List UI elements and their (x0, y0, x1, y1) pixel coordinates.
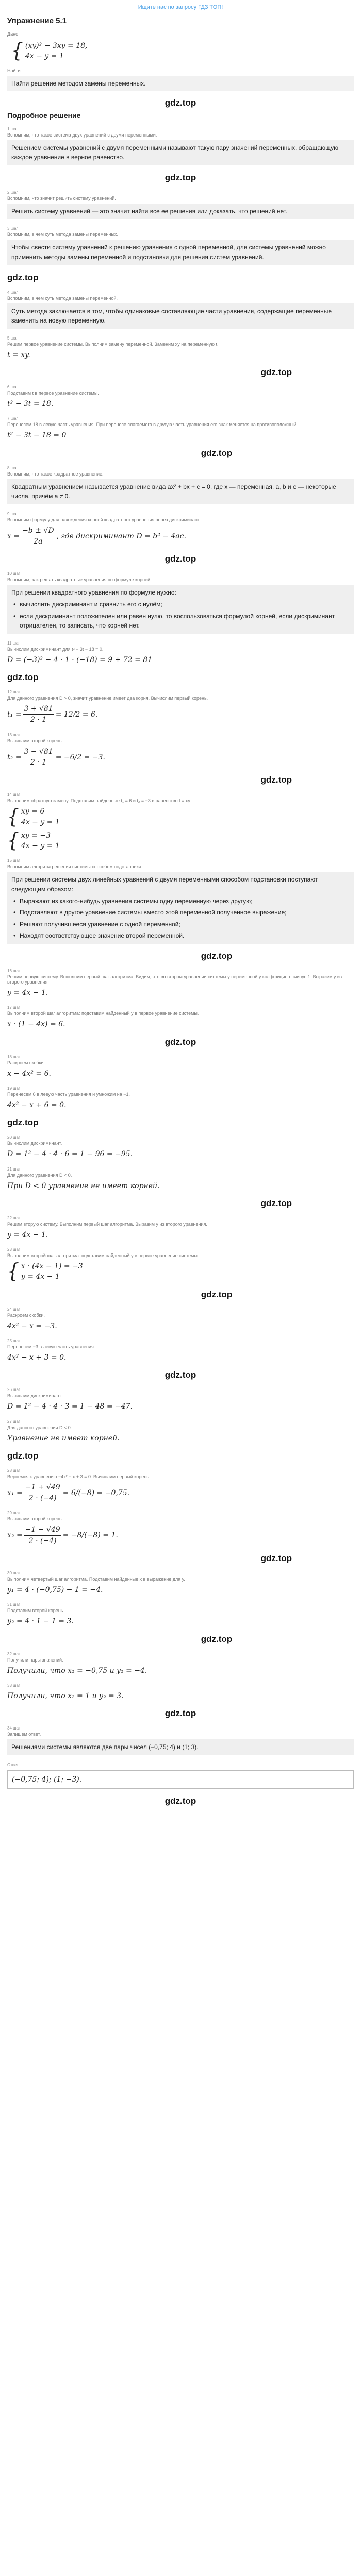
watermark: gdz.top (7, 672, 39, 683)
watermark: gdz.top (165, 554, 196, 564)
step-equation: y₂ = 4 · 1 − 1 = 3. (7, 1617, 74, 1626)
solution-title: Подробное решение (7, 111, 81, 120)
step-label: 32 шаг (7, 1651, 20, 1656)
step-label: 8 шаг (7, 465, 18, 470)
given-label: Дано (7, 31, 19, 37)
step-label: 4 шаг (7, 290, 18, 295)
step-subtitle: Решим первую систему. Выполним первый шаг алгоритма. Видим, что во втором уравнении системы у переменной y коэффициент минус 1. Выразим y из второго уравнения. (7, 974, 342, 985)
system-lines (21, 831, 60, 852)
step-subtitle: Подставим второй корень. (7, 1608, 64, 1614)
watermark: gdz.top (165, 1708, 196, 1719)
solution-step (7, 385, 354, 409)
fraction (21, 526, 55, 547)
step-equation: x · (1 − 4x) = 6. (7, 1020, 65, 1029)
step-label: 9 шаг (7, 511, 18, 516)
solution-step (7, 858, 354, 961)
fraction-numerator: −1 − √49 (24, 1524, 61, 1535)
system-lines (25, 41, 88, 62)
fraction-denominator: 2 · (−4) (28, 1536, 57, 1545)
watermark: gdz.top (7, 1450, 39, 1461)
step-subtitle: Получили пары значений. (7, 1657, 63, 1663)
solution-step (7, 792, 354, 851)
solution-step (7, 690, 354, 725)
step-subtitle: Решим вторую систему. Выполним первый шаг алгоритма. Выразим y из второго уравнения. (7, 1221, 207, 1227)
bullet-item: • вычислить дискриминант и сравнить его с нулём; (11, 600, 350, 609)
system-brace: { (7, 829, 19, 853)
step-label: 18 шаг (7, 1054, 20, 1059)
step-label: 12 шаг (7, 690, 20, 695)
step-system (7, 1261, 354, 1282)
step-subtitle: Выполним второй шаг алгоритма: подставим найденный y в первое уравнение системы. (7, 1253, 199, 1259)
step-equation: При D < 0 уравнение не имеет корней. (7, 1181, 160, 1190)
step-label: 22 шаг (7, 1215, 20, 1221)
step-subtitle: Решим первое уравнение системы. Выполним замену переменной. Заменим xy на переменную t. (7, 341, 219, 347)
solution-step (7, 1602, 354, 1644)
top-banner (7, 0, 354, 11)
solution-step (7, 1571, 354, 1595)
step-subtitle: Вычислим дискриминант. (7, 1141, 62, 1146)
watermark: gdz.top (201, 1289, 233, 1299)
step-intro: При решении квадратного уравнения по формуле нужно: (11, 589, 176, 597)
system-line: xy = 6 (21, 807, 45, 816)
step-label: 15 шаг (7, 858, 20, 863)
step-label: 31 шаг (7, 1602, 20, 1607)
step-system (7, 806, 354, 827)
watermark: gdz.top (201, 1634, 233, 1644)
step-label: 14 шаг (7, 792, 20, 798)
step-label: 28 шаг (7, 1468, 20, 1473)
fraction-numerator: −b ± √D (21, 526, 55, 536)
step-text: Решить систему уравнений — это значит найти все ее решения или доказать, что решений нет. (7, 204, 354, 219)
step-equation: y₁ = 4 · (−0,75) − 1 = −4. (7, 1586, 103, 1595)
step-subtitle: Вычислим дискриминант. (7, 1393, 62, 1399)
step-label: 20 шаг (7, 1135, 20, 1140)
step-system (7, 831, 354, 852)
step-label: 21 шаг (7, 1166, 20, 1172)
bullet-item: • Подставляют в другое уравнение системы вместо этой переменной полученное выражение; (11, 908, 350, 918)
eq-suffix: , где дискриминант D = b² − 4ac. (56, 532, 186, 540)
solution-step (7, 1468, 354, 1504)
fraction (23, 747, 54, 768)
step-label: 26 шаг (7, 1387, 20, 1393)
watermark: gdz.top (260, 1198, 292, 1208)
step-subtitle: Запишем ответ. (7, 1732, 41, 1737)
step-bullets (11, 600, 350, 631)
step-fraction-equation (7, 526, 354, 547)
solution-step (7, 512, 354, 565)
answer-box: (−0,75; 4); (1; −3). (7, 1770, 354, 1789)
step-label: 1 шаг (7, 126, 18, 131)
eq-prefix: x₁ = (7, 1488, 23, 1497)
fraction-denominator: 2 · 1 (30, 758, 47, 767)
step-subtitle: Для данного уравнения D < 0. (7, 1172, 72, 1178)
step-subtitle: Вернемся к уравнению −4x² − x + 3 = 0. Вычислим первый корень. (7, 1473, 151, 1479)
solution-steps (7, 127, 354, 1755)
system-eq-1: (xy)² − 3xy = 18, (25, 42, 88, 50)
bullet-item: • если дискриминант положителен или равен нулю, то воспользоваться формулой корней, если дискриминант отрицателен, то записать, что корней нет. (11, 612, 350, 631)
step-equation: t = xy. (7, 350, 30, 359)
eq-prefix: t₂ = (7, 753, 22, 761)
watermark: gdz.top (260, 775, 292, 785)
step-equation: t² − 3t = 18. (7, 400, 54, 409)
step-subtitle: Вспомним, как решать квадратные уравнения по формуле корней. (7, 577, 152, 583)
step-label: 10 шаг (7, 571, 20, 577)
fraction-numerator: 3 + √81 (23, 704, 54, 715)
step-subtitle: Для данного уравнения D > 0, значит уравнение имеет два корня. Вычислим первый корень. (7, 696, 208, 701)
solution-step (7, 290, 354, 329)
system-brace: { (11, 39, 23, 63)
step-subtitle: Вычислим второй корень. (7, 738, 63, 743)
system-brace: { (7, 805, 19, 828)
step-text: Квадратным уравнением называется уравнение вида ax² + bx + c = 0, где x — переменная, a, b и c — некоторые числа, причём a ≠ 0. (7, 479, 354, 504)
step-subtitle: Выполним четвертый шаг алгоритма. Подставим найденные x в выражение для y. (7, 1577, 185, 1582)
step-intro: При решении системы двух линейных уравнений с двумя переменными способом подстановки поступают следующим образом: (11, 876, 318, 893)
system-lines (21, 806, 60, 827)
fraction-numerator: 3 − √81 (23, 747, 54, 757)
step-subtitle: Вспомним, что такое квадратное уравнение. (7, 471, 104, 477)
solution-step (7, 1683, 354, 1719)
step-equation: y = 4x − 1. (7, 989, 48, 997)
system-lines (21, 1261, 83, 1282)
step-subtitle: Перенесем 18 в левую часть уравнения. При переносе слагаемого в другую часть уравнения его знак меняется на противоположный. (7, 422, 298, 428)
watermark: gdz.top (201, 951, 233, 961)
step-subtitle: Вспомним, в чем суть метода замены переменных. (7, 232, 118, 238)
step-subtitle: Вспомним формулу для нахождения корней квадратного уравнения через дискриминант. (7, 517, 201, 522)
step-label: 24 шаг (7, 1307, 20, 1312)
system-eq-2: 4x − y = 1 (25, 52, 64, 61)
step-text: Суть метода заключается в том, чтобы одинаковые составляющие части уравнения, содержащие переменные заменить на новую переменную. (7, 303, 354, 329)
fraction-denominator: 2 · (−4) (28, 1494, 57, 1503)
find-text: Найти решение методом замены переменных. (7, 76, 354, 91)
step-subtitle: Перенесем −3 в левую часть уравнения. (7, 1344, 95, 1349)
step-label: 11 шаг (7, 640, 20, 646)
solution-step (7, 1419, 354, 1461)
system-line: y = 4x − 1 (21, 1273, 60, 1281)
step-label: 30 шаг (7, 1571, 20, 1576)
step-subtitle: Выполним второй шаг алгоритма: подставим найденный y в первое уравнение системы. (7, 1011, 199, 1016)
step-subtitle: Выполним обратную замену. Подставим найденные t₁ = 6 и t₂ = −3 в равенство t = xy. (7, 798, 191, 804)
step-label: 5 шаг (7, 335, 18, 341)
step-equation: 4x² − x + 3 = 0. (7, 1353, 67, 1362)
eq-prefix: t₁ = (7, 710, 22, 719)
solution-step (7, 1216, 354, 1240)
step-subtitle: Раскроем скобки. (7, 1312, 45, 1318)
step-fraction-equation (7, 747, 354, 768)
solution-step (7, 1387, 354, 1412)
system-line: xy = −3 (21, 831, 51, 840)
solution-step (7, 1652, 354, 1676)
watermark: gdz.top (260, 1553, 292, 1564)
solution-step (7, 1511, 354, 1564)
fraction (24, 1524, 61, 1546)
fraction (24, 1482, 61, 1504)
watermark: gdz.top (165, 1796, 196, 1806)
watermark: gdz.top (165, 172, 196, 182)
step-label: 33 шаг (7, 1683, 20, 1688)
solution-step (7, 1167, 354, 1209)
step-equation: D = 1² − 4 · 4 · 3 = 1 − 48 = −47. (7, 1402, 133, 1411)
system-brace: { (7, 1260, 19, 1283)
step-label: 2 шаг (7, 190, 18, 195)
fraction-denominator: 2a (34, 537, 43, 546)
step-label: 17 шаг (7, 1005, 20, 1010)
step-label: 16 шаг (7, 969, 20, 974)
watermark: gdz.top (165, 1370, 196, 1380)
fraction-denominator: 2 · 1 (30, 716, 47, 724)
eq-suffix: = 12/2 = 6. (55, 710, 98, 719)
solution-step (7, 1055, 354, 1079)
watermark: gdz.top (260, 367, 292, 378)
watermark: gdz.top (7, 1117, 39, 1128)
step-equation: 4x² − x + 6 = 0. (7, 1100, 67, 1109)
solution-step (7, 127, 354, 183)
step-subtitle: Раскроем скобки. (7, 1060, 45, 1065)
solution-step (7, 336, 354, 378)
step-text: Решением системы уравнений с двумя переменными называют такую пару значений переменных, обращающую каждое уравнение в верное равенство. (7, 140, 354, 165)
step-label: 7 шаг (7, 416, 18, 421)
watermark: gdz.top (165, 1037, 196, 1047)
step-equation: D = (−3)² − 4 · 1 · (−18) = 9 + 72 = 81 (7, 655, 153, 664)
step-label: 6 шаг (7, 385, 18, 390)
solution-step (7, 733, 354, 786)
step-label: 27 шаг (7, 1419, 20, 1424)
find-label: Найти (7, 67, 21, 73)
watermark: gdz.top (201, 448, 233, 458)
fraction (23, 704, 54, 725)
solution-step (7, 416, 354, 458)
solution-step (7, 1307, 354, 1331)
solution-step (7, 190, 354, 219)
watermark: gdz.top (165, 97, 196, 108)
step-equation: y = 4x − 1. (7, 1230, 48, 1239)
step-fraction-equation (7, 1482, 354, 1504)
eq-suffix: = 6/(−8) = −0,75. (62, 1488, 130, 1497)
eq-suffix: = −6/2 = −3. (55, 753, 105, 761)
system-line: 4x − y = 1 (21, 818, 60, 826)
step-subtitle: Подставим t в первое уравнение системы. (7, 391, 99, 396)
step-subtitle: Перенесем 6 в левую часть уравнения и умножим на −1. (7, 1091, 130, 1097)
step-label: 25 шаг (7, 1338, 20, 1343)
search-hint-link[interactable]: Ищите нас по запросу ГДЗ ТОП! (138, 4, 223, 10)
step-equation: Получили, что x₂ = 1 и y₂ = 3. (7, 1691, 124, 1700)
step-subtitle: Вспомним, что значит решить систему уравнений. (7, 195, 116, 201)
solution-step (7, 1135, 354, 1159)
step-text-block (7, 872, 354, 944)
eq-prefix: x₂ = (7, 1531, 23, 1540)
watermark: gdz.top (7, 272, 39, 282)
step-label: 13 шаг (7, 732, 20, 737)
step-equation: x − 4x² = 6. (7, 1069, 51, 1078)
step-text: Решениями системы являются две пары чисел (−0,75; 4) и (1; 3). (7, 1739, 354, 1755)
step-label: 23 шаг (7, 1247, 20, 1252)
step-equation: t² − 3t − 18 = 0 (7, 431, 67, 440)
solution-step (7, 571, 354, 633)
bullet-item: • Находят соответствующее значение второй переменной. (11, 931, 350, 941)
step-label: 29 шаг (7, 1511, 20, 1516)
step-subtitle: Для данного уравнения D < 0. (7, 1425, 72, 1430)
step-label: 19 шаг (7, 1086, 20, 1091)
solution-step (7, 1338, 354, 1380)
solution-step (7, 969, 354, 998)
step-subtitle: Вычислим второй корень. (7, 1516, 63, 1522)
step-equation: 4x² − x = −3. (7, 1321, 57, 1330)
eq-suffix: = −8/(−8) = 1. (62, 1531, 118, 1540)
step-subtitle: Вычислим дискриминант для t² − 3t − 18 = 0. (7, 646, 104, 652)
step-subtitle: Вспомним, в чем суть метода замены переменной. (7, 295, 118, 301)
step-label: 34 шаг (7, 1726, 20, 1731)
step-subtitle: Вспомним алгоритм решения системы способом подстановки. (7, 864, 142, 870)
solution-step (7, 466, 354, 504)
step-equation: Получили, что x₁ = −0,75 и y₁ = −4. (7, 1666, 147, 1675)
step-subtitle: Вспомним, что такое система двух уравнений с двумя переменными. (7, 132, 157, 138)
solution-step (7, 226, 354, 282)
step-fraction-equation (7, 704, 354, 725)
solution-step (7, 641, 354, 683)
step-bullets (11, 896, 350, 941)
answer-label: Ответ (7, 1762, 19, 1767)
step-fraction-equation (7, 1524, 354, 1546)
eq-prefix: x = (7, 532, 20, 540)
solution-step (7, 1086, 354, 1128)
solution-step (7, 1247, 354, 1300)
bullet-item: • Выражают из какого-нибудь уравнения системы одну переменную через другую; (11, 896, 350, 906)
fraction-numerator: −1 + √49 (24, 1482, 61, 1493)
system-line: x · (4x − 1) = −3 (21, 1262, 83, 1271)
solution-step (7, 1005, 354, 1047)
step-text-block (7, 585, 354, 633)
exercise-title: Упражнение 5.1 (7, 16, 67, 25)
given-system (11, 41, 354, 62)
bullet-item: • Решают получившееся уравнение с одной переменной; (11, 920, 350, 929)
system-line: 4x − y = 1 (21, 842, 60, 851)
step-equation: Уравнение не имеет корней. (7, 1434, 120, 1443)
step-label: 3 шаг (7, 226, 18, 231)
solution-step (7, 1726, 354, 1755)
step-equation: D = 1² − 4 · 4 · 6 = 1 − 96 = −95. (7, 1150, 133, 1159)
step-text: Чтобы свести систему уравнений к решению уравнения с одной переменной, для системы уравнений можно применить методы замены переменной и подстановки для решения систем уравнений. (7, 240, 354, 265)
